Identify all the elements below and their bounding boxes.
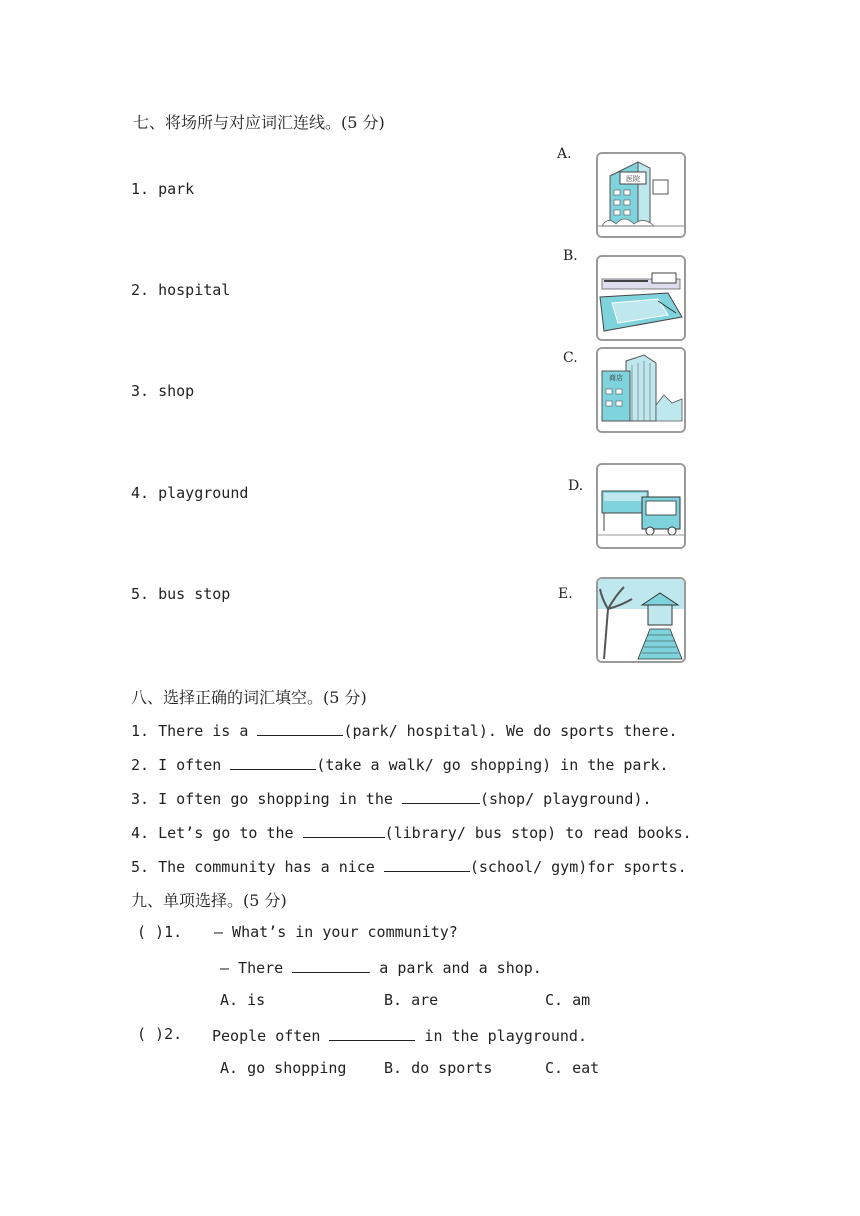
answer-blank-4[interactable]: [303, 822, 385, 838]
fill-question-1: 1. There is a (park/ hospital). We do sports there.: [131, 722, 678, 740]
option-letter-e: E.: [558, 586, 573, 602]
match-item-hospital: 2. hospital: [131, 281, 231, 299]
choice-q2-stem: People often in the playground.: [212, 1027, 587, 1045]
choice-q1-option-c: C. am: [545, 991, 591, 1009]
playground-pool-icon: [598, 257, 684, 339]
hospital-sign: 医院: [626, 175, 640, 183]
hospital-picture: [596, 152, 686, 238]
match-item-bus-stop: 5. bus stop: [131, 585, 231, 603]
match-item-shop: 3. shop: [131, 382, 195, 400]
bus-stop-icon: [598, 465, 684, 547]
fill-question-2: 2. I often (take a walk/ go shopping) in the park.: [131, 756, 669, 774]
choice-q1-option-a: A. is: [220, 991, 266, 1009]
answer-blank-5[interactable]: [384, 856, 470, 872]
shop-sign: 商店: [609, 374, 623, 382]
choice-q1-blank: [292, 957, 370, 973]
section-7-title: 七、将场所与对应词汇连线。(5 分): [133, 113, 385, 132]
option-letter-c: C.: [563, 350, 578, 366]
playground-picture: [596, 255, 686, 341]
fill-question-3: 3. I often go shopping in the (shop/ playground).: [131, 790, 652, 808]
bus-stop-picture: [596, 463, 686, 549]
choice-q2-blank: [329, 1025, 415, 1041]
match-item-park: 1. park: [131, 180, 195, 198]
choice-q1-line2: — There a park and a shop.: [220, 959, 542, 977]
section-9-title: 九、单项选择。(5 分): [131, 891, 287, 910]
answer-blank-2[interactable]: [230, 754, 316, 770]
option-letter-d: D.: [568, 478, 584, 494]
choice-q1-option-b: B. are: [384, 991, 439, 1009]
match-item-playground: 4. playground: [131, 484, 249, 502]
choice-q2-option-a: A. go shopping: [220, 1059, 347, 1077]
option-letter-a: A.: [557, 146, 572, 162]
section-8-title: 八、选择正确的词汇填空。(5 分): [131, 688, 367, 707]
shop-picture: [596, 347, 686, 433]
choice-q2-option-c: C. eat: [545, 1059, 600, 1077]
fill-question-5: 5. The community has a nice (school/ gym)for sports.: [131, 858, 687, 876]
choice-q1-bracket[interactable]: ( )1.: [137, 923, 183, 941]
answer-blank-1[interactable]: [257, 720, 343, 736]
shop-building-icon: [598, 349, 684, 431]
choice-q1-line1: — What’s in your community?: [214, 923, 458, 941]
park-picture: [596, 577, 686, 663]
option-letter-b: B.: [563, 248, 578, 264]
answer-blank-3[interactable]: [402, 788, 480, 804]
fill-question-4: 4. Let’s go to the (library/ bus stop) to read books.: [131, 824, 692, 842]
choice-q2-bracket[interactable]: ( )2.: [137, 1025, 183, 1043]
hospital-building-icon: [598, 154, 684, 236]
park-pavilion-icon: [598, 579, 684, 661]
choice-q2-option-b: B. do sports: [384, 1059, 493, 1077]
